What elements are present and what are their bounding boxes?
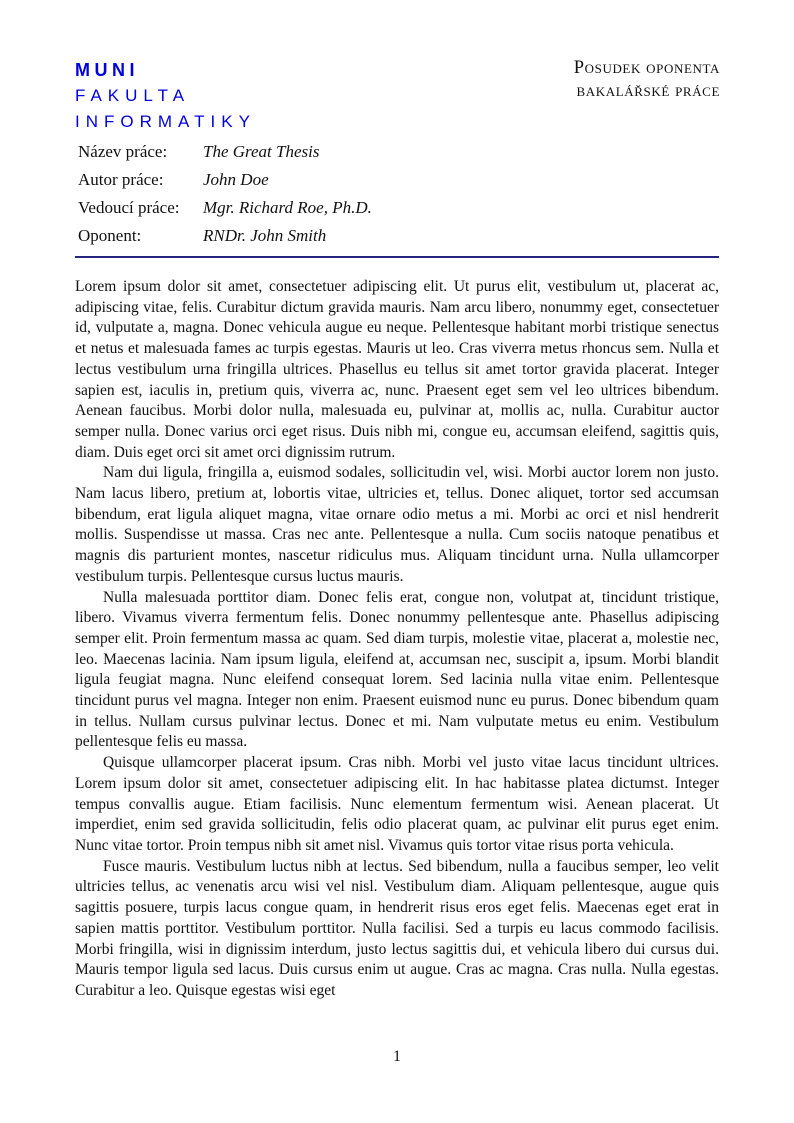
metadata-row-title [78, 142, 719, 170]
metadata-label: Vedoucí práce: [78, 198, 180, 217]
header-divider-rule [75, 256, 719, 258]
body-paragraph: Lorem ipsum dolor sit amet, consectetuer adipiscing elit. Ut purus elit, vestibulum ut, placerat ac, adipiscing vitae, felis. Curabitur dictum gravida mauris. Nam arcu libero, nonummy eget, consectetuer id, vulputate a, magna. Donec vehicula augue eu neque. Pellentesque habitant morbi tristique senectus et netus et malesuada fames ac turpis egestas. Mauris ut leo. Cras viverra metus rhoncus sem. Nulla et lectus vestibulum urna fringilla ultrices. Phasellus eu tellus sit amet tortor gravida placerat. Integer sapien est, iaculis in, pretium quis, viverra ac, nunc. Praesent eget sem vel leo ultrices bibendum. Aenean faucibus. Morbi dolor nulla, malesuada eu, pulvinar at, mollis ac, nulla. Curabitur auctor semper nulla. Donec varius orci eget risus. Duis nibh mi, congue eu, accumsan eleifend, sagittis quis, diam. Duis eget orci sit amet orci dignissim rutrum. [75, 278, 719, 461]
body-paragraph: Nam dui ligula, fringilla a, euismod sodales, sollicitudin vel, wisi. Morbi auctor lorem non justo. Nam lacus libero, pretium at, lobortis vitae, ultricies et, tellus. Donec aliquet, tortor sed accumsan bibendum, erat ligula aliquet magna, vitae ornare odio metus a mi. Morbi ac orci et nisl hendrerit mollis. Suspendisse ut massa. Cras nec ante. Pellentesque a nulla. Cum sociis natoque penatibus et magnis dis parturient montes, nascetur ridiculus mus. Aliquam tincidunt urna. Nulla ullamcorper vestibulum turpis. Pellentesque cursus luctus mauris. [75, 464, 719, 585]
metadata-label: Oponent: [78, 226, 142, 245]
logo-wordmark-muni: MUNI [75, 60, 139, 80]
muni-logo [75, 57, 256, 134]
metadata-row-opponent [78, 226, 719, 254]
document-type-heading [574, 57, 720, 103]
metadata-value: The Great Thesis [203, 142, 320, 161]
logo-faculty-line-2: INFORMATIKY [75, 111, 256, 131]
body-paragraph: Quisque ullamcorper placerat ipsum. Cras nibh. Morbi vel justo vitae lacus tincidunt ultrices. Lorem ipsum dolor sit amet, consectetuer adipiscing elit. In hac habitasse platea dictumst. Integer tempus convallis augue. Etiam facilisis. Nunc elementum fermentum wisi. Aenean placerat. Ut imperdiet, enim sed gravida sollicitudin, felis odio placerat quam, ac pulvinar elit purus eget enim. Nunc vitae tortor. Proin tempus nibh sit amet nisl. Vivamus quis tortor vitae risus porta vehicula. [75, 754, 719, 854]
logo-faculty-line-1: FAKULTA [75, 86, 191, 105]
metadata-value: John Doe [203, 170, 269, 189]
thesis-metadata [78, 142, 719, 254]
metadata-label: Název práce: [78, 142, 168, 161]
body-paragraph: Fusce mauris. Vestibulum luctus nibh at lectus. Sed bibendum, nulla a faucibus semper, leo velit ultricies tellus, ac venenatis arcu wisi vel nisl. Vestibulum diam. Aliquam pellentesque, augue quis sagittis posuere, turpis lacus congue quam, in hendrerit risus eros eget felis. Maecenas eget erat in sapien mattis porttitor. Vestibulum porttitor. Nulla facilisi. Sed a turpis eu lacus commodo facilisis. Morbi fringilla, wisi in dignissim interdum, justo lectus sagittis dui, et vehicula libero dui cursus dui. Mauris tempor ligula sed lacus. Duis cursus enim ut augue. Cras ac magna. Cras nulla. Nulla egestas. Curabitur a leo. Quisque egestas wisi eget [75, 857, 719, 999]
metadata-value: Mgr. Richard Roe, Ph.D. [203, 198, 372, 217]
metadata-row-author [78, 170, 719, 198]
metadata-value: RNDr. John Smith [203, 226, 327, 245]
review-text [75, 277, 719, 1044]
doc-type-line-2: bakalářské práce [576, 81, 720, 101]
metadata-row-advisor [78, 198, 719, 226]
page-number: 1 [393, 1048, 401, 1065]
doc-type-line-1: Posudek oponenta [573, 58, 720, 78]
body-paragraph: Nulla malesuada porttitor diam. Donec felis erat, congue non, volutpat at, tincidunt tristique, libero. Vivamus viverra fermentum felis. Donec nonummy pellentesque ante. Phasellus adipiscing semper elit. Proin fermentum massa ac quam. Sed diam turpis, molestie vitae, placerat a, molestie nec, leo. Maecenas lacinia. Nam ipsum ligula, eleifend at, accumsan nec, suscipit a, ipsum. Morbi blandit ligula feugiat magna. Nunc eleifend consequat lorem. Sed lacinia nulla vitae enim. Pellentesque tincidunt purus vel magna. Integer non enim. Praesent euismod nunc eu purus. Donec bibendum quam in tellus. Nullam cursus pulvinar lectus. Donec et mi. Nam vulputate metus eu enim. Vestibulum pellentesque felis eu massa. [75, 588, 719, 751]
metadata-label: Autor práce: [78, 170, 164, 189]
